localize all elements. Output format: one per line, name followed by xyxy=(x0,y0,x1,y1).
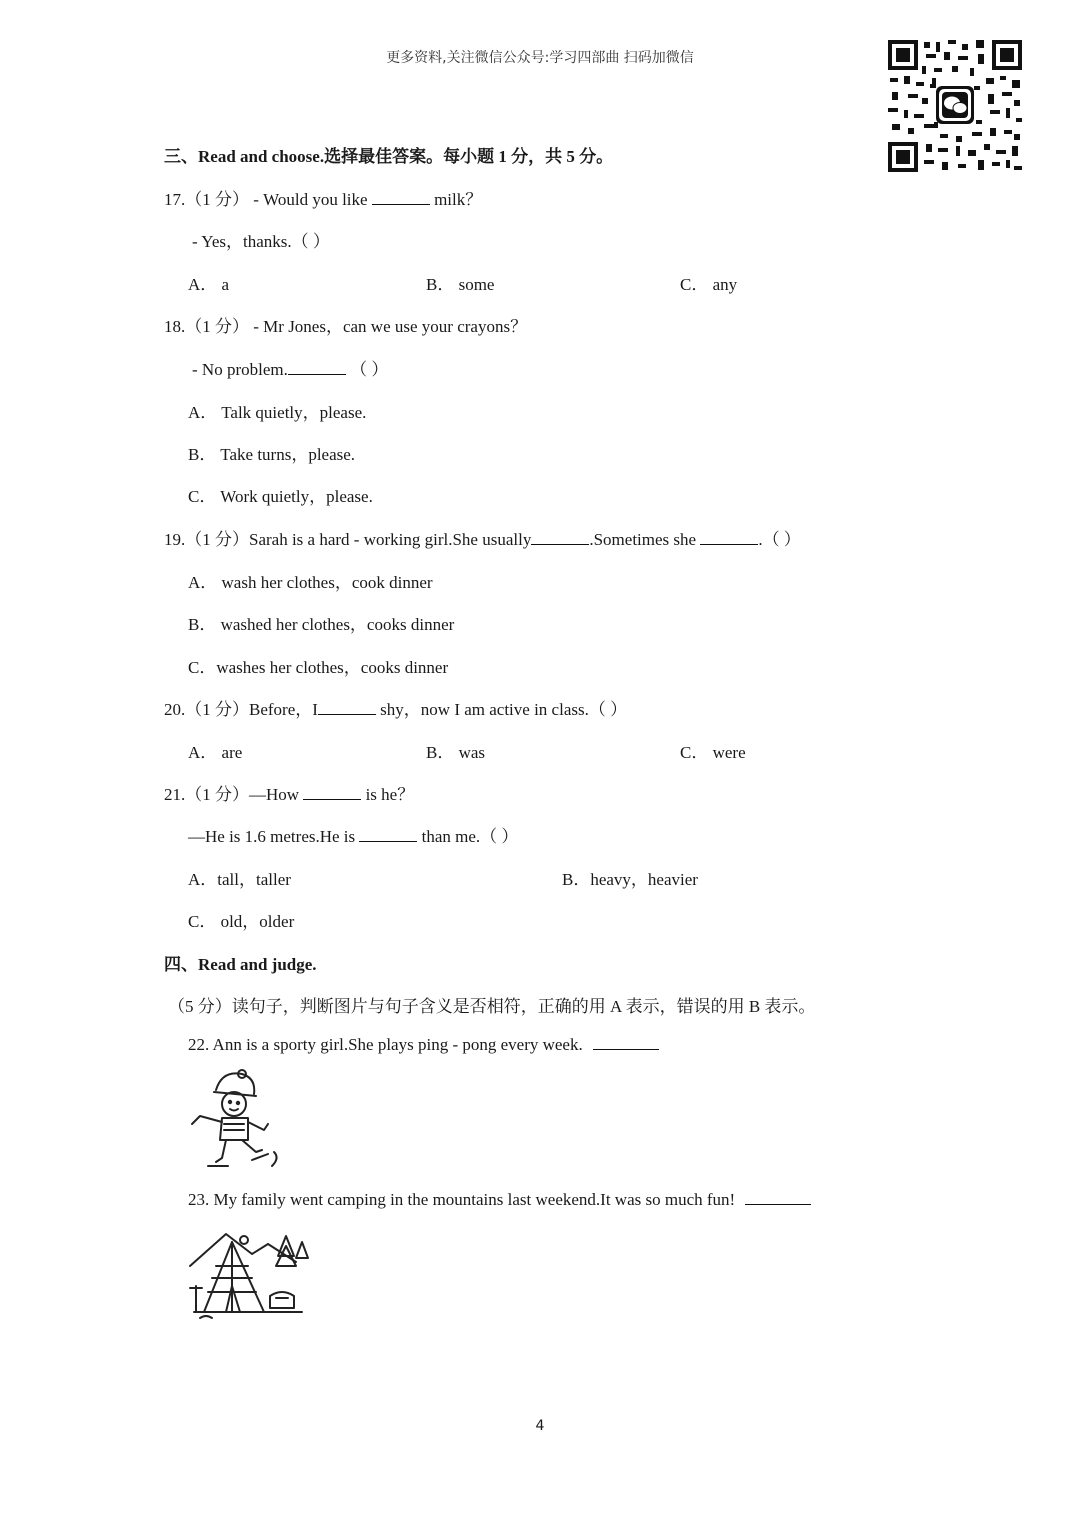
q23-answer-blank xyxy=(745,1190,811,1205)
q19-stem xyxy=(164,525,801,550)
q20-option-b: B． was xyxy=(426,743,486,762)
q18-reply xyxy=(192,355,388,380)
q18-stem: 18.（1 分） - Mr Jones，can we use your crayons？ xyxy=(164,317,528,336)
section-4-title: 四、Read and judge. xyxy=(164,955,317,974)
q18-reply-a: - No problem. xyxy=(192,360,288,379)
q22-answer-blank xyxy=(593,1035,659,1050)
q19-stem-b: .Sometimes she xyxy=(589,530,697,549)
q19-stem-c: .（ ） xyxy=(758,530,801,549)
q20-stem-a: 20.（1 分）Before，I xyxy=(164,700,318,719)
q21-stem xyxy=(164,780,414,805)
q21-blank-1 xyxy=(303,785,361,800)
qr-code-image xyxy=(886,38,1024,174)
q23-text xyxy=(188,1190,811,1210)
q21-stem-a: 21.（1 分）—How xyxy=(164,785,300,804)
header-note: 更多资料,关注微信公众号:学习四部曲 扫码加微信 xyxy=(386,50,694,66)
q21-reply-b: than me.（ ） xyxy=(421,827,519,846)
q18-option-c: C． Work quietly，please. xyxy=(188,487,373,506)
page-number: 4 xyxy=(535,1418,545,1434)
q20-stem-b: shy，now I am active in class.（ ） xyxy=(380,700,628,719)
q22-sentence: 22. Ann is a sporty girl.She plays ping - pong every week. xyxy=(188,1035,583,1054)
q17-reply: - Yes，thanks.（ ） xyxy=(192,232,330,251)
q21-stem-b: is he？ xyxy=(365,785,415,804)
q22-text xyxy=(188,1035,659,1055)
q20-option-c: C． were xyxy=(680,743,746,762)
q19-blank-1 xyxy=(531,530,589,545)
q19-option-b: B． washed her clothes，cooks dinner xyxy=(188,615,455,634)
q20-stem xyxy=(164,695,627,720)
q19-option-a: A． wash her clothes，cook dinner xyxy=(188,573,433,592)
q17-option-a: A． a xyxy=(188,275,230,294)
q21-option-c: C． old，older xyxy=(188,912,295,931)
q23-sentence: 23. My family went camping in the mountains last weekend.It was so much fun! xyxy=(188,1190,736,1209)
q17-stem xyxy=(164,185,482,210)
q21-reply xyxy=(188,822,518,847)
q18-blank xyxy=(288,360,346,375)
q21-option-a: A．tall，taller xyxy=(188,870,291,889)
section-4-instruction: （5 分）读句子，判断图片与句子含义是否相符，正确的用 A 表示，错误的用 B 表示。 xyxy=(168,997,816,1016)
q21-reply-a: —He is 1.6 metres.He is xyxy=(188,827,356,846)
q21-blank-2 xyxy=(359,827,417,842)
q17-blank xyxy=(372,190,430,205)
q19-blank-2 xyxy=(700,530,758,545)
section-3-title: 三、Read and choose.选择最佳答案。每小题 1 分，共 5 分。 xyxy=(164,147,614,166)
q20-option-a: A． are xyxy=(188,743,243,762)
q19-stem-a: 19.（1 分）Sarah is a hard - working girl.She usually xyxy=(164,530,532,549)
q17-stem-b: milk？ xyxy=(434,190,483,209)
skating-girl-picture xyxy=(186,1066,286,1174)
q18-option-a: A． Talk quietly，please. xyxy=(188,403,367,422)
q20-blank xyxy=(318,700,376,715)
q17-option-c: C． any xyxy=(680,275,738,294)
q18-reply-b: （ ） xyxy=(350,360,389,379)
qr-code xyxy=(886,38,1024,174)
q17-option-b: B． some xyxy=(426,275,495,294)
q17-stem-a: 17.（1 分） - Would you like xyxy=(164,190,368,209)
q19-option-c: C．washes her clothes，cooks dinner xyxy=(188,658,449,677)
q18-option-b: B． Take turns，please. xyxy=(188,445,356,464)
camping-tent-picture xyxy=(186,1226,312,1326)
q21-option-b: B．heavy，heavier xyxy=(562,870,698,889)
